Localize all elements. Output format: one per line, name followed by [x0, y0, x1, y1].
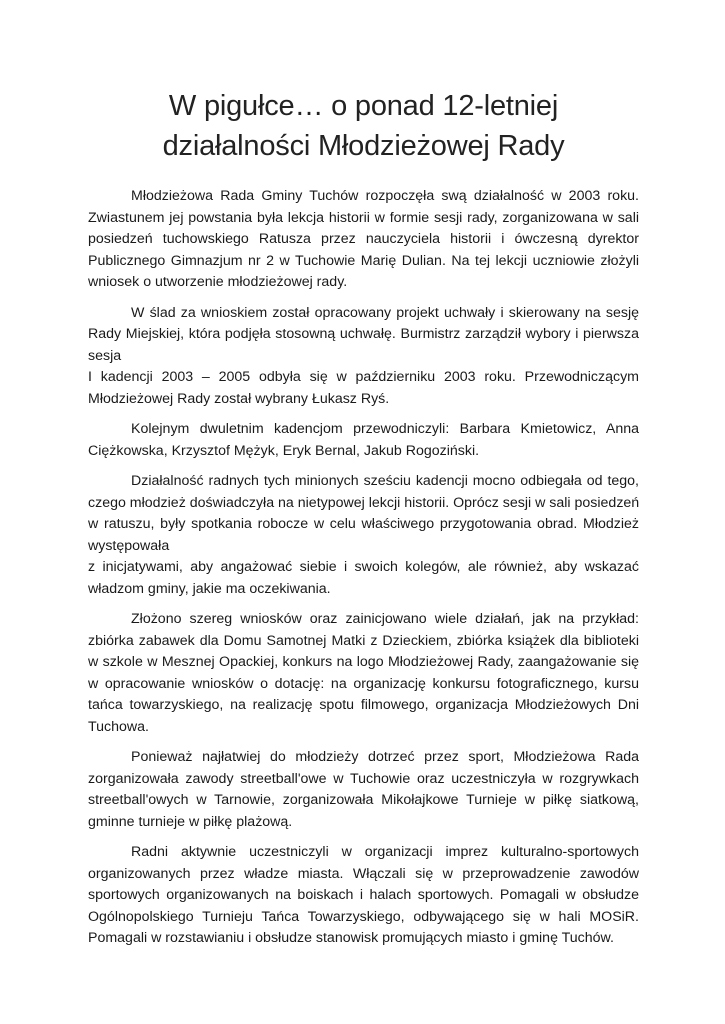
- text-line: sesja: [88, 347, 122, 364]
- text-line: Młodzieżowa Rada Gminy Tuchów rozpoczęła swą działalność w 2003 roku.: [131, 188, 639, 204]
- paragraph-first-term: [88, 303, 639, 411]
- title-line: W pigułce… o ponad 12-letniej: [168, 90, 559, 122]
- text-line: Ponieważ najłatwiej do młodzieży dotrzeć przez sport, Młodzieżowa Rada: [131, 749, 639, 765]
- page-title: [88, 86, 639, 166]
- paragraph-initiatives: [88, 609, 639, 738]
- text-line: wniosek o utworzenie młodzieżowej rady.: [88, 274, 348, 290]
- text-line: Złożono szereg wniosków oraz zainicjowano wiele działań, jak na przykład:: [131, 611, 639, 627]
- text-line: zbiórka zabawek dla Domu Samotnej Matki z Dzieckiem, zbiórka książek dla biblioteki: [88, 632, 639, 649]
- title-line: działalności Młodzieżowej Rady: [162, 130, 565, 162]
- text-line: w ratuszu, były spotkania robocze w celu właściwego przygotowania obrad. Młodzież: [88, 516, 639, 532]
- text-line: władzom gminy, jakie ma oczekiwania.: [88, 580, 331, 597]
- text-line: organizowanych przez władze miasta. Włączali się w przeprowadzenie zawodów: [88, 865, 639, 882]
- text-line: w opracowanie wniosków o dotację: na organizację konkursu fotograficznego, kursu: [88, 675, 639, 692]
- paragraph-sport: [88, 747, 639, 833]
- text-line: w szkole w Mesznej Opackiej, konkurs na logo Młodzieżowej Rady, zaangażowanie się: [88, 654, 639, 670]
- text-line: posiedzeń tuchowskiego Ratusza przez nauczyciela historii i ówczesną dyrektor: [88, 231, 639, 247]
- text-line: Zwiastunem jej powstania była lekcja historii w formie sesji rady, zorganizowana w sali: [88, 209, 639, 226]
- text-line: Ciężkowska, Krzysztof Mężyk, Eryk Bernal, Jakub Rogoziński.: [88, 442, 480, 459]
- text-line: streetball'owych w Tarnowie, zorganizowała Mikołajkowe Turnieje w piłkę siatkową,: [88, 792, 639, 808]
- text-line: zorganizowała zawody streetball'owe w Tuchowie oraz uczestniczyła w rozgrywkach: [88, 770, 639, 787]
- text-line: Rady Miejskiej, która podjęła stosowną uchwałę. Burmistrz zarządził wybory i pierwsza: [88, 326, 639, 342]
- text-line: z inicjatywami, aby angażować siebie i swoich kolegów, ale również, aby wskazać: [88, 559, 639, 575]
- text-line: Ogólnopolskiego Turnieju Tańca Towarzyskiego, odbywającego się w hali MOSiR.: [88, 908, 639, 925]
- document-page: [88, 86, 639, 959]
- paragraph-founding: [88, 186, 639, 294]
- text-line: tańca towarzyskiego, na realizację spotu filmowego, organizacja Młodzieżowych Dni: [88, 697, 639, 713]
- text-line: czego młodzież doświadczyła na nietypowej lekcji historii. Oprócz sesji w sali posiedzeń: [88, 494, 639, 511]
- text-line: sportowych organizowanych na boiskach i halach sportowych. Pomagali w obsłudze: [88, 887, 639, 903]
- text-line: I kadencji 2003 – 2005 odbyła się w październiku 2003 roku. Przewodniczącym: [88, 369, 639, 385]
- paragraph-activity: [88, 471, 639, 600]
- text-line: Tuchowa.: [88, 718, 149, 735]
- text-line: Radni aktywnie uczestniczyli w organizacji imprez kulturalno-sportowych: [131, 844, 639, 860]
- text-line: Pomagali w rozstawianiu i obsłudze stanowisk promujących miasto i gminę Tuchów.: [88, 930, 614, 946]
- text-line: Młodzieżowej Rady został wybrany Łukasz Ryś.: [88, 390, 390, 407]
- text-line: W ślad za wnioskiem został opracowany projekt uchwały i skierowany na sesję: [131, 304, 639, 321]
- paragraph-events: [88, 842, 639, 950]
- text-line: występowała: [88, 537, 170, 554]
- text-line: Działalność radnych tych minionych sześciu kadencji mocno odbiegała od tego,: [131, 473, 639, 489]
- text-line: Kolejnym dwuletnim kadencjom przewodniczyli: Barbara Kmietowicz, Anna: [131, 421, 639, 437]
- paragraph-chairpersons: [88, 419, 639, 462]
- text-line: gminne turnieje w piłkę plażową.: [88, 813, 293, 830]
- text-line: Publicznego Gimnazjum nr 2 w Tuchowie Marię Dulian. Na tej lekcji uczniowie złożyli: [88, 252, 639, 269]
